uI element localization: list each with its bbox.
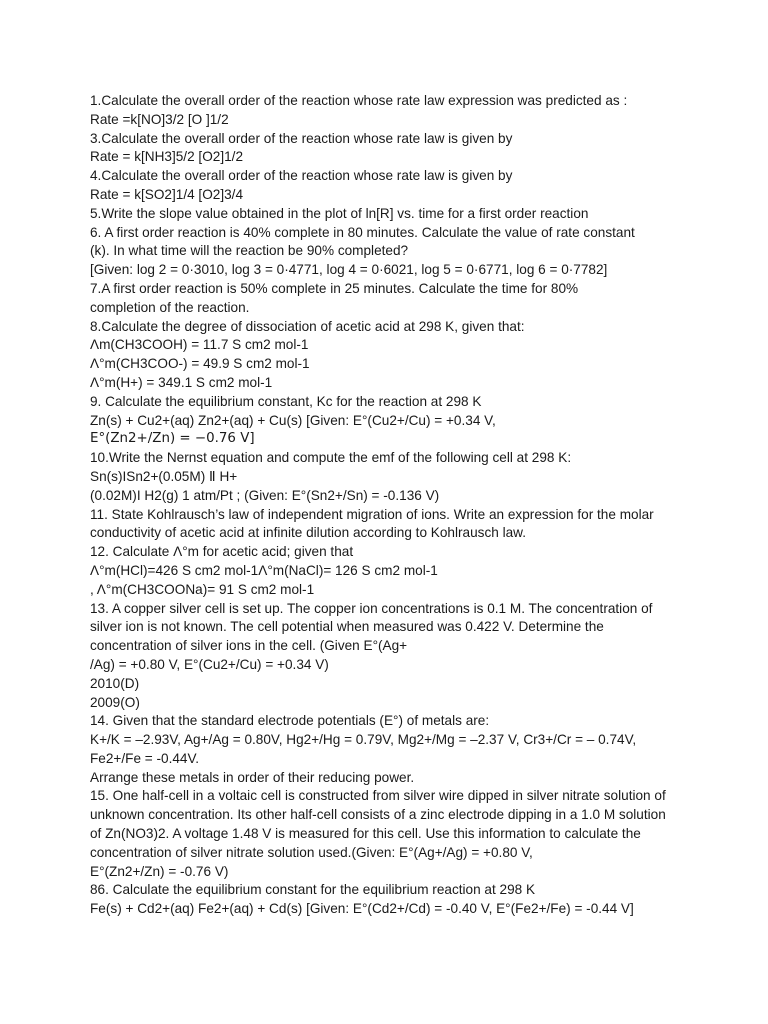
- text-line: 86. Calculate the equilibrium constant for the equilibrium reaction at 298 K: [90, 882, 536, 898]
- text-line: Rate =k[NO]3/2 [O ]1/2: [90, 111, 229, 127]
- text-line: 15. One half-cell in a voltaic cell is constructed from silver wire dipped in silver nitrate solution of: [90, 788, 666, 804]
- text-line: Arrange these metals in order of their reducing power.: [90, 769, 415, 785]
- text-line: concentration of silver nitrate solution used.(Given: E°(Ag+/Ag) = +0.80 V,: [90, 844, 533, 860]
- text-line: K+/K = –2.93V, Ag+/Ag = 0.80V, Hg2+/Hg = 0.79V, Mg2+/Mg = –2.37 V, Cr3+/Cr = – 0.74V,: [90, 732, 637, 748]
- text-line: , Λ°m(CH3COONa)= 91 S cm2 mol-1: [90, 581, 315, 597]
- text-line: completion of the reaction.: [90, 299, 250, 315]
- text-line: Λ°m(HCl)=426 S cm2 mol-1Λ°m(NaCl)= 126 S cm2 mol-1: [90, 562, 438, 578]
- text-line: 2010(D): [90, 675, 140, 691]
- text-line: 8.Calculate the degree of dissociation of acetic acid at 298 K, given that:: [90, 318, 525, 334]
- text-line: (k). In what time will the reaction be 90% completed?: [90, 243, 409, 259]
- text-line: 4.Calculate the overall order of the reaction whose rate law is given by: [90, 168, 513, 184]
- text-line: conductivity of acetic acid at infinite dilution according to Kohlrausch law.: [90, 525, 526, 541]
- text-line: 7.A first order reaction is 50% complete in 25 minutes. Calculate the time for 80%: [90, 280, 579, 296]
- text-line: Sn(s)ISn2+(0.05M) Ⅱ H+: [90, 468, 238, 484]
- text-line: of Zn(NO3)2. A voltage 1.48 V is measured for this cell. Use this information to calculate the: [90, 826, 641, 842]
- text-line: concentration of silver ions in the cell. (Given E°(Ag+: [90, 638, 408, 654]
- text-line: 9. Calculate the equilibrium constant, Kc for the reaction at 298 K: [90, 393, 482, 409]
- text-line: 1.Calculate the overall order of the reaction whose rate law expression was predicted as :: [90, 93, 628, 108]
- text-line: Λ°m(CH3COO-) = 49.9 S cm2 mol-1: [90, 356, 310, 372]
- text-line: 10.Write the Nernst equation and compute the emf of the following cell at 298 K:: [90, 450, 572, 466]
- text-line: silver ion is not known. The cell potential when measured was 0.422 V. Determine the: [90, 619, 604, 635]
- text-line: 3.Calculate the overall order of the reaction whose rate law is given by: [90, 130, 513, 146]
- text-line: Rate = k[NH3]5/2 [O2]1/2: [90, 149, 244, 165]
- text-line: 12. Calculate Λ°m for acetic acid; given that: [90, 544, 354, 560]
- text-line: [Given: log 2 = 0·3010, log 3 = 0·4771, log 4 = 0·6021, log 5 = 0·6771, log 6 = 0·7782]: [90, 262, 608, 278]
- text-line: 6. A first order reaction is 40% complete in 80 minutes. Calculate the value of rate constant: [90, 224, 635, 240]
- text-line: 13. A copper silver cell is set up. The copper ion concentrations is 0.1 M. The concentration of: [90, 600, 653, 616]
- text-line: E°(Zn2+/Zn) = -0.76 V): [90, 863, 229, 879]
- text-line: 2009(O): [90, 694, 140, 710]
- text-line: Λ°m(H+) = 349.1 S cm2 mol-1: [90, 374, 273, 390]
- text-line: Rate = k[SO2]1/4 [O2]3/4: [90, 186, 244, 202]
- text-line: Zn(s) + Cu2+(aq) Zn2+(aq) + Cu(s) [Given: E°(Cu2+/Cu) = +0.34 V,: [90, 412, 496, 428]
- text-line: Fe2+/Fe = -0.44V.: [90, 750, 200, 766]
- text-line: Λm(CH3COOH) = 11.7 S cm2 mol-1: [90, 337, 309, 353]
- text-line: 5.Write the slope value obtained in the plot of ln[R] vs. time for a first order reaction: [90, 205, 589, 221]
- text-line: unknown concentration. Its other half-cell consists of a zinc electrode dipping in a 1.0 M solution: [90, 807, 666, 823]
- text-line: 11. State Kohlrausch’s law of independent migration of ions. Write an expression for the molar: [90, 506, 654, 522]
- text-line: (0.02M)I H2(g) 1 atm/Pt ; (Given: E°(Sn2+/Sn) = -0.136 V): [90, 487, 440, 503]
- text-line: E°(Zn2+/Zn) = −0.76 V]: [90, 431, 255, 447]
- text-line: /Ag) = +0.80 V, E°(Cu2+/Cu) = +0.34 V): [90, 656, 329, 672]
- document-body: [90, 92, 690, 919]
- text-line: Fe(s) + Cd2+(aq) Fe2+(aq) + Cd(s) [Given: E°(Cd2+/Cd) = -0.40 V, E°(Fe2+/Fe) = -0.44 V]: [90, 901, 634, 917]
- text-line: 14. Given that the standard electrode potentials (E°) of metals are:: [90, 713, 490, 729]
